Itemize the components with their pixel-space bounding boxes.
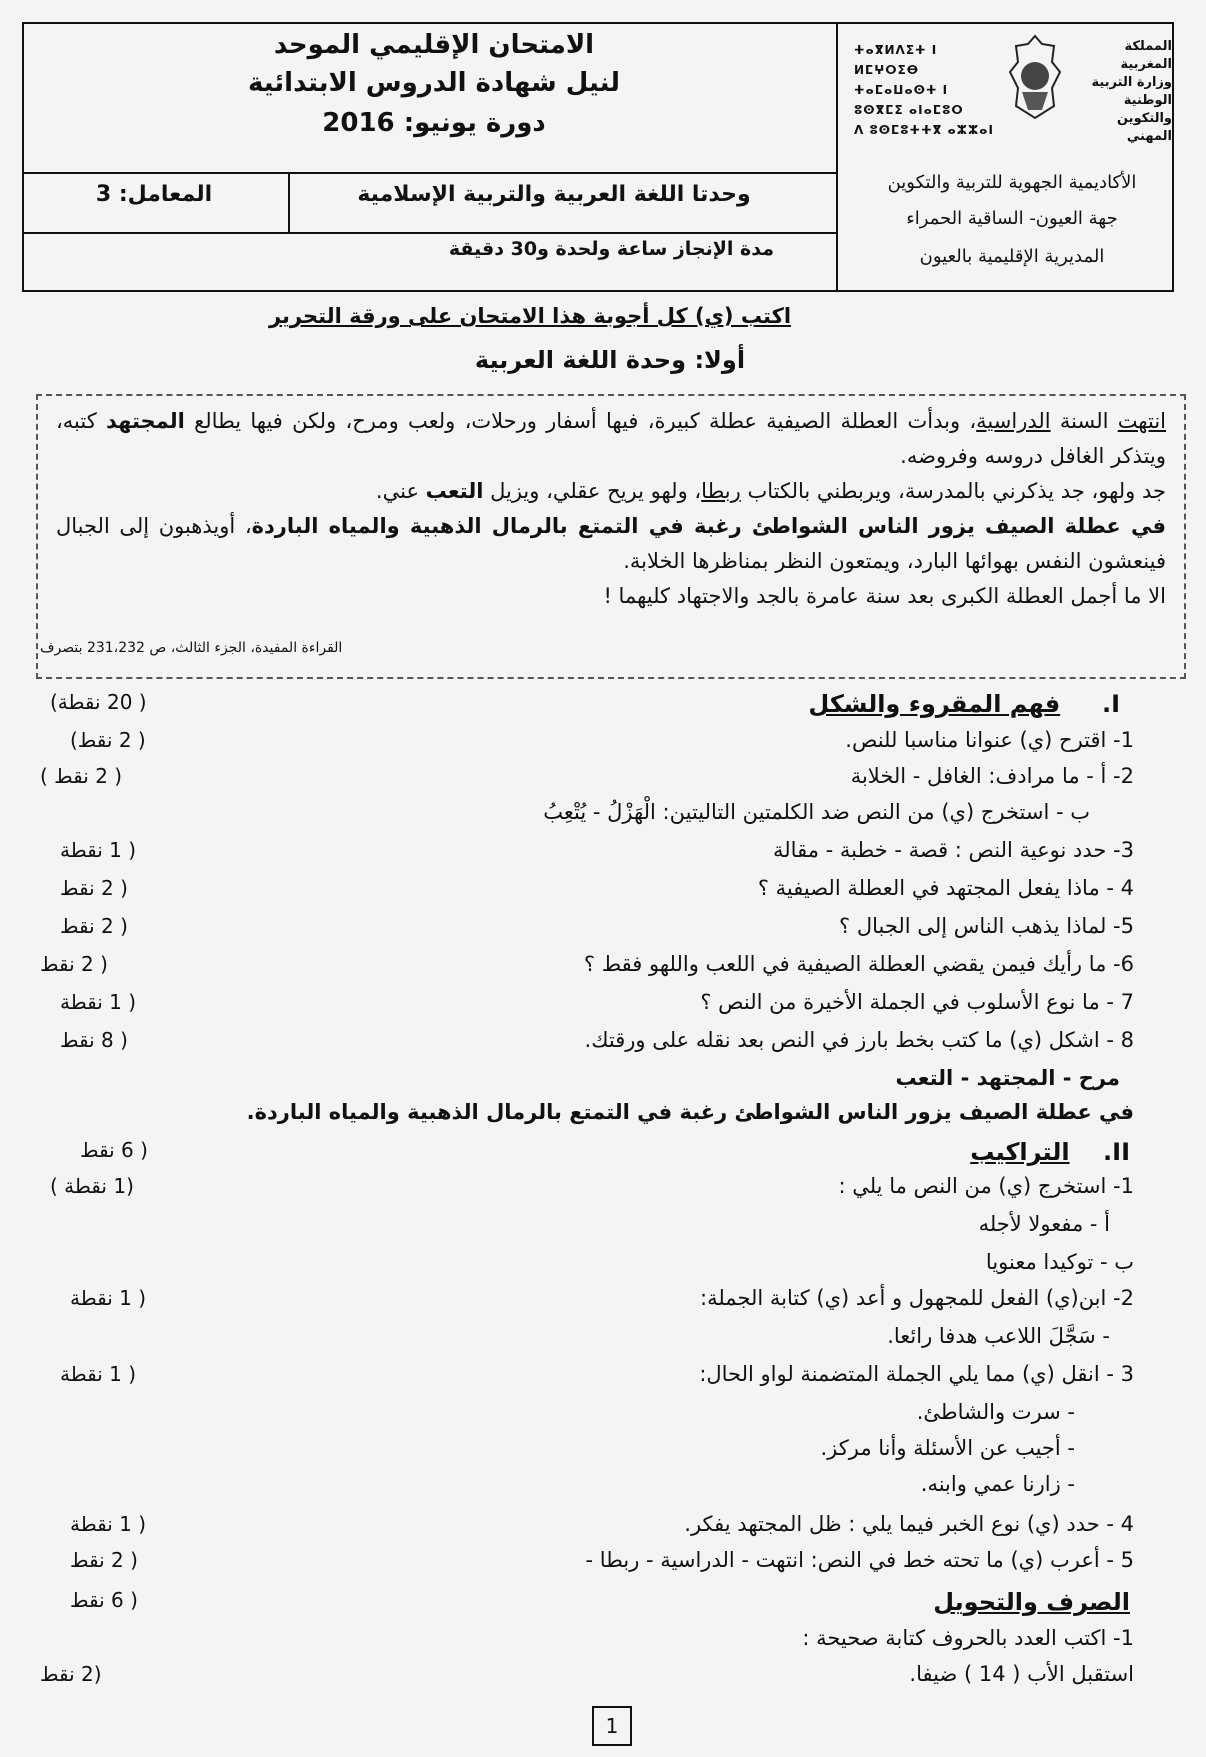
exam-title: الامتحان الإقليمي الموحد bbox=[273, 30, 595, 60]
points: ( 1 نقطة bbox=[60, 1362, 137, 1386]
tifinagh-line: ⵜⴰⴳⵍⴷⵉⵜ ⵏ ⵍⵎⵖⵔⵉⴱ bbox=[854, 43, 938, 77]
text-span: كتبه، ويتذكر الغافل دروسه وفروضه. bbox=[56, 409, 1166, 468]
text-span: ، أويذهبون إلى الجبال فينعشون النفس بهوائها البارد، ويمتعون النظر بمناظرها الخلابة. bbox=[56, 514, 1166, 573]
sub-question: - سرت والشاطئ. bbox=[916, 1400, 1075, 1424]
question: 7 - ما نوع الأسلوب في الجملة الأخيرة من النص ؟ bbox=[700, 990, 1134, 1014]
question: 4 - حدد (ي) نوع الخبر فيما يلي : ظل المجتهد يفكر. bbox=[684, 1512, 1134, 1536]
header-divider bbox=[836, 24, 838, 290]
question: 4 - ماذا يفعل المجتهد في العطلة الصيفية ؟ bbox=[757, 876, 1134, 900]
paragraph-1 bbox=[56, 404, 1166, 474]
question: 1- اقترح (ي) عنوانا مناسبا للنص. bbox=[845, 728, 1134, 752]
words-to-vocalize: مرح - المجتهد - التعب bbox=[895, 1066, 1120, 1090]
points: (1 نقطة ) bbox=[50, 1174, 134, 1198]
sub-question: - أجيب عن الأسئلة وأنا مركز. bbox=[820, 1436, 1075, 1460]
text-span: السنة bbox=[1050, 409, 1118, 433]
question: 1- استخرج (ي) من النص ما يلي : bbox=[838, 1174, 1134, 1198]
points: ( 1 نقطة bbox=[70, 1512, 147, 1536]
points: ( 1 نقطة bbox=[60, 838, 137, 862]
bold-word: المجتهد bbox=[105, 409, 185, 433]
part1-heading bbox=[730, 690, 1120, 718]
points: ( 2 نقط bbox=[40, 952, 108, 976]
bold-word: التعب bbox=[425, 479, 484, 503]
question: 3- حدد نوعية النص : قصة - خطبة - مقالة bbox=[773, 838, 1134, 862]
header-box bbox=[22, 22, 1174, 292]
points: ( 1 نقطة bbox=[70, 1286, 147, 1310]
points: ( 8 نقط bbox=[60, 1028, 128, 1052]
question: 5- لماذا يذهب الناس إلى الجبال ؟ bbox=[839, 914, 1134, 938]
section-title: أولا: وحدة اللغة العربية bbox=[474, 346, 746, 374]
points: ( 6 نقط bbox=[80, 1138, 148, 1162]
directorate-name: المديرية الإقليمية بالعيون bbox=[919, 246, 1105, 267]
question: 3 - انقل (ي) مما يلي الجملة المتضمنة لواو الحال: bbox=[699, 1362, 1134, 1386]
instruction: اكتب (ي) كل أجوبة هذا الامتحان على ورقة التحرير bbox=[268, 304, 792, 328]
part-number: II. bbox=[1103, 1138, 1130, 1166]
header-divider bbox=[288, 172, 290, 234]
sub-question: - زارنا عمي وابنه. bbox=[920, 1472, 1075, 1496]
header-divider bbox=[24, 232, 838, 234]
part-title: التراكيب bbox=[970, 1138, 1070, 1166]
part2-heading bbox=[860, 1138, 1130, 1166]
sub-question: أ - مفعولا لأجله bbox=[978, 1212, 1110, 1236]
emblem-icon bbox=[1002, 32, 1068, 122]
part-number: I. bbox=[1101, 690, 1120, 718]
points: ( 2 نقط bbox=[70, 1548, 138, 1572]
question: 2- أ - ما مرادف: الغافل - الخلابة bbox=[850, 764, 1134, 788]
session-title: دورة يونيو: 2016 bbox=[322, 108, 546, 138]
sub-question: ب - توكيدا معنويا bbox=[985, 1250, 1134, 1274]
academy-name: الأكاديمية الجهوية للتربية والتكوين bbox=[887, 172, 1137, 193]
tifinagh-block bbox=[854, 40, 994, 140]
part3-heading: الصرف والتحويل bbox=[933, 1588, 1130, 1616]
paragraph-2 bbox=[56, 474, 1166, 509]
points: ( 1 نقطة bbox=[60, 990, 137, 1014]
points: ( 20 نقطة) bbox=[50, 690, 147, 714]
points: ( 6 نقط bbox=[70, 1588, 138, 1612]
subject: وحدتا اللغة العربية والتربية الإسلامية bbox=[357, 182, 751, 207]
underlined-word: ربطا bbox=[701, 479, 741, 503]
underlined-word: انتهت bbox=[1117, 409, 1167, 433]
ministry-line: وزارة التربية الوطنية bbox=[1091, 75, 1172, 108]
points: ( 2 نقط bbox=[60, 914, 128, 938]
question: 8 - اشكل (ي) ما كتب بخط بارز في النص بعد نقله على ورقتك. bbox=[584, 1028, 1134, 1052]
ministry-name bbox=[1074, 38, 1172, 146]
page-number: 1 bbox=[592, 1706, 632, 1746]
sub-question: - سَجَّلَ اللاعب هدفا رائعا. bbox=[887, 1324, 1110, 1348]
region-name: جهة العيون- الساقية الحمراء bbox=[906, 208, 1118, 229]
points: ( 2 نقط) bbox=[70, 728, 146, 752]
tifinagh-line: ⴷ ⵓⵙⵎⵓⵜⵜⴳ ⴰⵣⵣⴰⵏ bbox=[854, 123, 994, 137]
sentence-to-vocalize: في عطلة الصيف يزور الناس الشواطئ رغبة في التمتع بالرمال الذهبية والمياه الباردة. bbox=[246, 1100, 1134, 1124]
points: (2 نقط bbox=[40, 1662, 102, 1686]
text-source: القراءة المفيدة، الجزء الثالث، ص 231،232 بتصرف bbox=[40, 640, 343, 656]
bold-sentence: في عطلة الصيف يزور الناس الشواطئ رغبة في التمتع بالرمال الذهبية والمياه الباردة bbox=[251, 514, 1166, 538]
question: 1- اكتب العدد بالحروف كتابة صحيحة : bbox=[802, 1626, 1134, 1650]
text-span: جد ولهو، جد يذكرني بالمدرسة، ويربطني بالكتاب bbox=[740, 479, 1166, 503]
points: ( 2 نقط bbox=[60, 876, 128, 900]
text-span: ، وبدأت العطلة الصيفية عطلة كبيرة، فيها أسفار ورحلات، ولعب ومرح، ولكن فيها يطالع bbox=[184, 409, 977, 433]
reading-text-box bbox=[36, 394, 1186, 679]
part-title: فهم المقروء والشكل bbox=[808, 690, 1061, 718]
question: 6- ما رأيك فيمن يقضي العطلة الصيفية في اللعب واللهو فقط ؟ bbox=[583, 952, 1134, 976]
duration: مدة الإنجاز ساعة ولحدة و30 دقيقة bbox=[448, 238, 774, 260]
question: 5 - أعرب (ي) ما تحته خط في النص: انتهت - الدراسية - ربطا - bbox=[585, 1548, 1134, 1572]
question: 2- ابن(ي) الفعل للمجهول و أعد (ي) كتابة الجملة: bbox=[700, 1286, 1134, 1310]
tifinagh-line: ⵜⴰⵎⴰⵡⴰⵙⵜ ⵏ ⵓⵙⴳⵎⵉ ⴰⵏⴰⵎⵓⵔ bbox=[854, 83, 964, 117]
question: ب - استخرج (ي) من النص ضد الكلمتين التاليتين: الْهَزْلُ - يُتْعِبُ bbox=[543, 800, 1090, 824]
points: ( 2 نقط ) bbox=[40, 764, 123, 788]
certificate-title: لنيل شهادة الدروس الابتدائية bbox=[248, 68, 620, 98]
coefficient: المعامل: 3 bbox=[95, 182, 213, 207]
paragraph-4: الا ما أجمل العطلة الكبرى بعد سنة عامرة بالجد والاجتهاد كليهما ! bbox=[603, 584, 1166, 608]
text-span: ، ولهو يريح عقلي، ويزيل bbox=[483, 479, 702, 503]
ministry-line: المملكة المغربية bbox=[1120, 39, 1172, 72]
text-span: عني. bbox=[375, 479, 426, 503]
underlined-word: الدراسية bbox=[976, 409, 1051, 433]
paragraph-3 bbox=[56, 509, 1166, 579]
sub-question: استقبل الأب ( 14 ) ضيفا. bbox=[909, 1662, 1134, 1686]
header-divider bbox=[24, 172, 838, 174]
ministry-line: والتكوين المهني bbox=[1116, 111, 1172, 144]
